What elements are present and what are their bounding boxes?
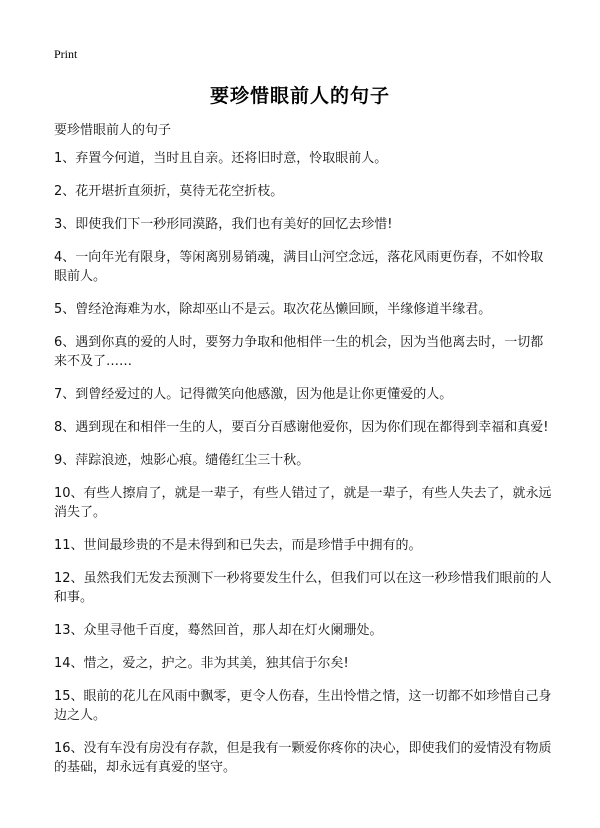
list-item: 16、没有车没有房没有存款，但是我有一颗爱你疼你的决心，即使我们的爱情没有物质的基础，却永远有真爱的坚守。 [54,741,552,775]
list-item: 6、遇到你真的爱的人时，要努力争取和他相伴一生的机会，因为当他离去时，一切都来不及了…… [54,335,544,369]
list-item: 15、眼前的花儿在风雨中飘零，更令人伤春，生出怜惜之情，这一切都不如珍惜自己身边之人。 [54,689,552,723]
sentence-list [54,149,554,791]
list-item: 1、弃置今何道，当时且自亲。还将旧时意，怜取眼前人。 [54,151,388,166]
list-item: 2、花开堪折直须折，莫待无花空折枝。 [54,184,284,199]
list-item: 14、惜之，爱之，护之。非为其美，独其信于尔矣! [54,656,349,671]
list-item: 10、有些人擦肩了，就是一辈子，有些人错过了，就是一辈子，有些人失去了，就永远消失了。 [54,486,552,520]
list-item: 5、曾经沧海难为水，除却巫山不是云。取次花丛懒回顾，半缘修道半缘君。 [54,302,492,317]
list-item: 13、众里寻他千百度，蓦然回首，那人却在灯火阑珊处。 [54,623,383,638]
page-title: 要珍惜眼前人的句子 [209,85,390,107]
list-item: 11、世间最珍贵的不是未得到和已失去，而是珍惜手中拥有的。 [54,538,422,553]
list-item: 3、即使我们下一秒形同漠路，我们也有美好的回忆去珍惜! [54,217,393,232]
list-item: 8、遇到现在和相伴一生的人，要百分百感谢他爱你，因为你们现在都得到幸福和真爱! [54,420,549,435]
document-subtitle: 要珍惜眼前人的句子 [54,123,172,138]
list-item: 4、一向年光有限身，等闲离别易销魂，满目山河空念远，落花风雨更伤春，不如怜取眼前人。 [54,250,544,284]
print-link[interactable]: Print [54,47,78,61]
list-item: 12、虽然我们无发去预测下一秒将要发生什么，但我们可以在这一秒珍惜我们眼前的人和事。 [54,571,552,605]
list-item: 7、到曾经爱过的人。记得微笑向他感激，因为他是让你更懂爱的人。 [54,387,453,402]
list-item: 9、萍踪浪迹，烛影心痕。缱倦红尘三十秋。 [54,453,310,468]
